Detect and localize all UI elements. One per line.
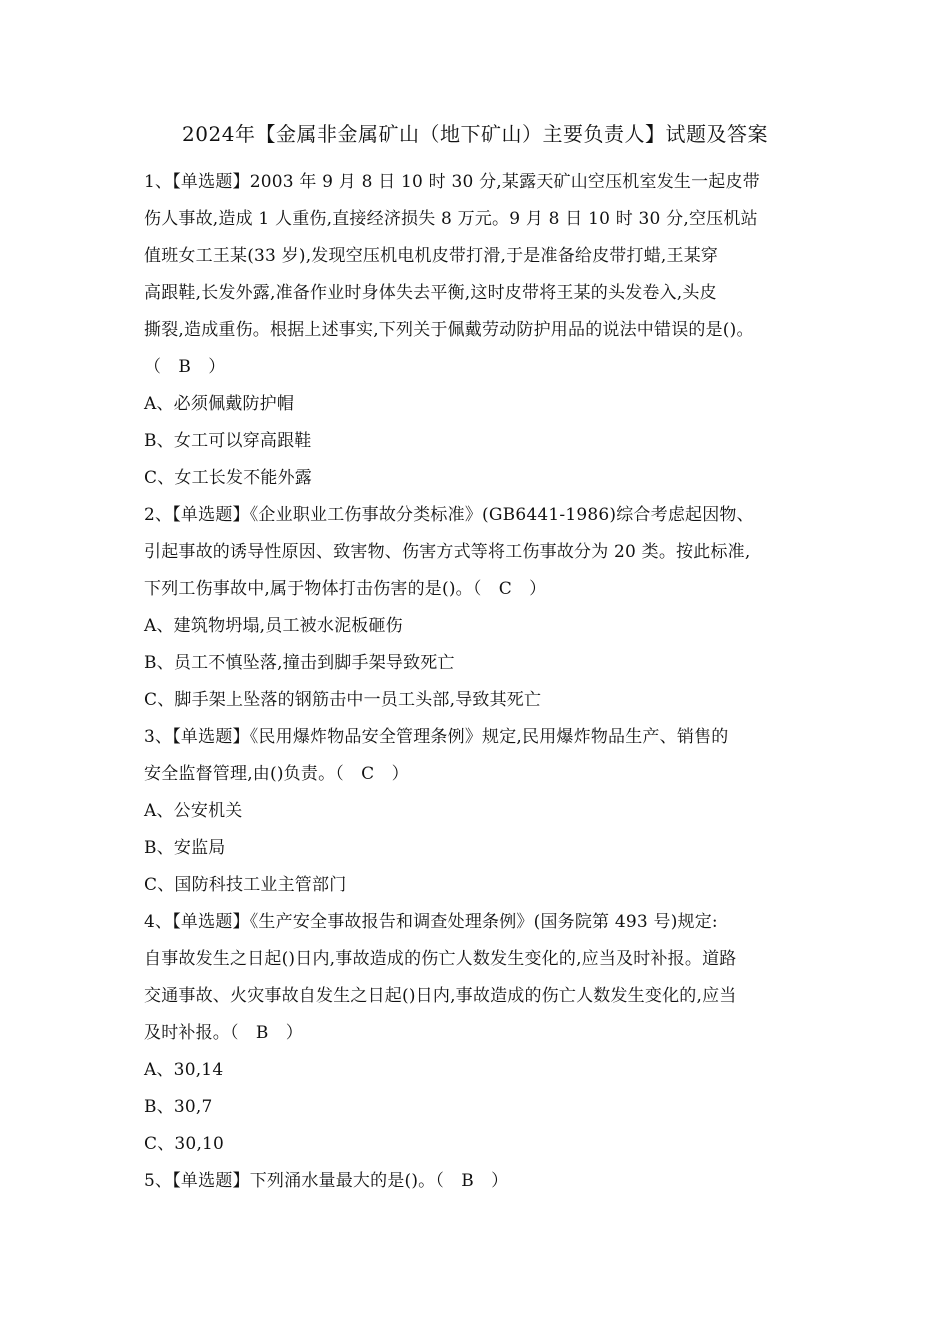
question-1-text-line: 伤人事故,造成 1 人重伤,直接经济损失 8 万元。9 月 8 日 10 时 30 分,空压机站	[144, 209, 758, 229]
document-title: 2024年【金属非金属矿山（地下矿山）主要负责人】试题及答案	[182, 122, 768, 146]
question-1-text-line: 撕裂,造成重伤。根据上述事实,下列关于佩戴劳动防护用品的说法中错误的是()。	[144, 320, 754, 340]
question-3	[144, 719, 820, 904]
question-4-option-c: C、30,10	[144, 1134, 225, 1154]
question-3-option-a: A、公安机关	[144, 801, 243, 821]
question-2	[144, 497, 820, 719]
question-1-text-line: 高跟鞋,长发外露,准备作业时身体失去平衡,这时皮带将王某的头发卷入,头皮	[144, 283, 717, 303]
question-4-option-b: B、30,7	[144, 1097, 213, 1117]
question-1	[144, 164, 820, 497]
question-4-text-line: 及时补报。（ B ）	[144, 1023, 303, 1043]
question-list	[144, 164, 820, 1200]
question-3-option-b: B、安监局	[144, 838, 226, 858]
question-2-option-b: B、员工不慎坠落,撞击到脚手架导致死亡	[144, 653, 455, 673]
question-2-text-line: 2、【单选题】《企业职业工伤事故分类标准》(GB6441-1986)综合考虑起因物、	[144, 505, 754, 525]
question-1-option-b: B、女工可以穿高跟鞋	[144, 431, 312, 451]
question-1-answer: （ B ）	[144, 357, 226, 377]
question-2-text-line: 引起事故的诱导性原因、致害物、伤害方式等将工伤事故分为 20 类。按此标准,	[144, 542, 751, 562]
question-5-text-line: 5、【单选题】下列涌水量最大的是()。（ B ）	[144, 1171, 509, 1191]
question-4	[144, 904, 820, 1163]
question-1-option-c: C、女工长发不能外露	[144, 468, 313, 488]
question-3-option-c: C、国防科技工业主管部门	[144, 875, 347, 895]
question-4-option-a: A、30,14	[144, 1060, 224, 1080]
question-1-text-line: 1、【单选题】2003 年 9 月 8 日 10 时 30 分,某露天矿山空压机室发生一起皮带	[144, 172, 760, 192]
question-4-text-line: 交通事故、火灾事故自发生之日起()日内,事故造成的伤亡人数发生变化的,应当	[144, 986, 737, 1006]
question-1-text-line: 值班女工王某(33 岁),发现空压机电机皮带打滑,于是准备给皮带打蜡,王某穿	[144, 246, 719, 266]
question-3-text-line: 安全监督管理,由()负责。（ C ）	[144, 764, 409, 784]
question-2-text-line: 下列工伤事故中,属于物体打击伤害的是()。（ C ）	[144, 579, 547, 599]
question-3-text-line: 3、【单选题】《民用爆炸物品安全管理条例》规定,民用爆炸物品生产、销售的	[144, 727, 729, 747]
question-1-option-a: A、必须佩戴防护帽	[144, 394, 295, 414]
question-2-option-c: C、脚手架上坠落的钢筋击中一员工头部,导致其死亡	[144, 690, 542, 710]
question-2-option-a: A、建筑物坍塌,员工被水泥板砸伤	[144, 616, 403, 636]
question-4-text-line: 4、【单选题】《生产安全事故报告和调查处理条例》(国务院第 493 号)规定:	[144, 912, 718, 932]
question-4-text-line: 自事故发生之日起()日内,事故造成的伤亡人数发生变化的,应当及时补报。道路	[144, 949, 737, 969]
question-5	[144, 1163, 820, 1200]
